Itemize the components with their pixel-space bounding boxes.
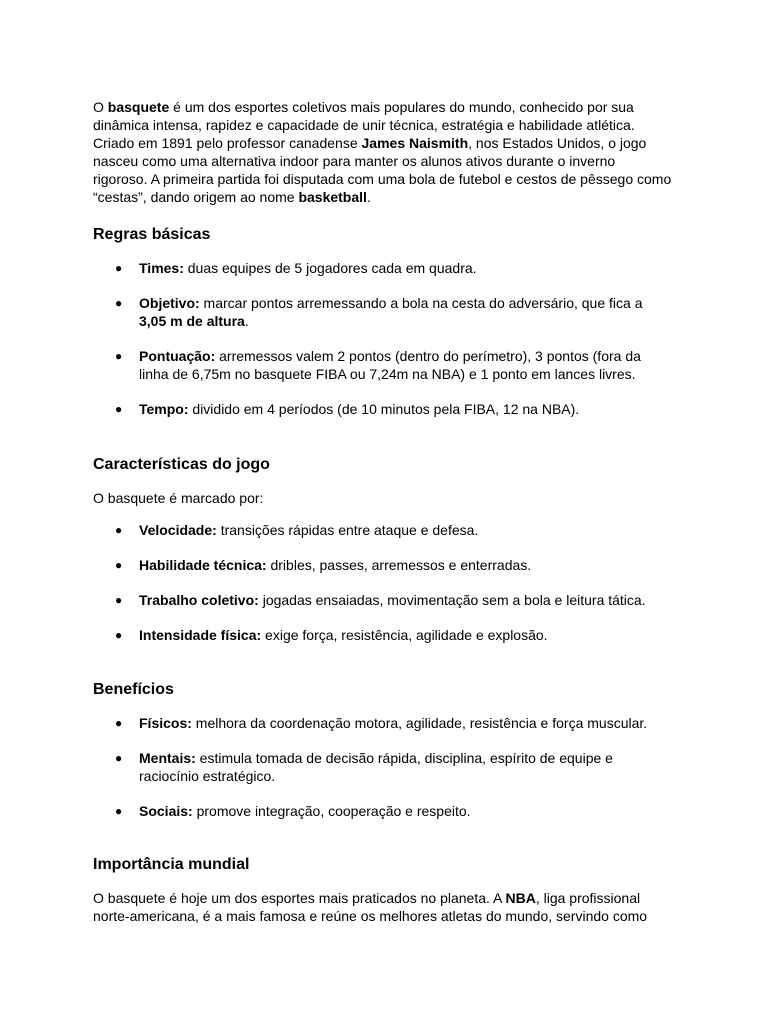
bullet-icon: ●: [115, 804, 123, 818]
item-label: Habilidade técnica:: [139, 557, 267, 573]
importancia-paragraph: [93, 889, 673, 925]
heading-beneficios: Benefícios: [93, 681, 174, 698]
list-regras: [93, 259, 673, 418]
list-item-velocidade: [93, 521, 673, 539]
list-item-sociais: [93, 802, 673, 820]
item-text: promove integração, cooperação e respeito.: [192, 803, 471, 819]
list-item-habilidade: [93, 556, 673, 574]
bullet-icon: ●: [115, 558, 123, 572]
bullet-icon: ●: [115, 751, 123, 765]
list-item-trabalho: [93, 591, 673, 609]
intro-text-1: O: [93, 99, 108, 115]
bullet-icon: ●: [115, 261, 123, 275]
item-text: melhora da coordenação motora, agilidade, resistência e força muscular.: [191, 715, 648, 731]
importancia-bold-nba: NBA: [505, 890, 536, 906]
intro-text-2: é um dos esportes coletivos mais populares do mundo, conhecido por sua dinâmica intensa, rapidez e capacidade de unir técnica, estratégia e habilidade atlética. Criado em 1891 pelo professor canadense: [93, 99, 635, 151]
intro-text-4: .: [366, 189, 371, 205]
item-label: Pontuação:: [139, 348, 216, 364]
list-item-objetivo: [93, 294, 673, 330]
intro-bold-basquete: basquete: [107, 99, 170, 115]
list-beneficios: [93, 714, 673, 820]
bullet-icon: ●: [115, 716, 123, 730]
item-text: exige força, resistência, agilidade e explosão.: [261, 627, 548, 643]
intro-paragraph: [93, 98, 673, 206]
importancia-text-1: O basquete é hoje um dos esportes mais praticados no planeta. A: [93, 890, 506, 906]
heading-regras-basicas: Regras básicas: [93, 226, 211, 243]
list-item-times: [93, 259, 673, 277]
item-label: Intensidade física:: [139, 627, 262, 643]
bullet-icon: ●: [115, 593, 123, 607]
list-item-pontuacao: [93, 347, 673, 383]
bullet-icon: ●: [115, 402, 123, 416]
bullet-icon: ●: [115, 349, 123, 363]
list-item-fisicos: [93, 714, 673, 732]
intro-bold-basketball: basketball: [298, 189, 367, 205]
caracteristicas-intro: O basquete é marcado por:: [93, 490, 264, 506]
list-item-tempo: [93, 400, 673, 418]
bullet-icon: ●: [115, 296, 123, 310]
item-text: dividido em 4 períodos (de 10 minutos pela FIBA, 12 na NBA).: [188, 401, 580, 417]
bullet-icon: ●: [115, 523, 123, 537]
list-item-mentais: [93, 749, 673, 785]
item-label: Objetivo:: [139, 295, 200, 311]
list-item-intensidade: [93, 626, 673, 644]
heading-caracteristicas: Características do jogo: [93, 456, 270, 473]
list-caracteristicas: [93, 521, 673, 644]
item-text: duas equipes de 5 jogadores cada em quadra.: [183, 260, 477, 276]
importancia-text-2: , liga profissional norte-americana, é a mais famosa e reúne os melhores atletas do mundo, servindo como: [93, 890, 648, 924]
item-label: Velocidade:: [139, 522, 217, 538]
bullet-icon: ●: [115, 628, 123, 642]
item-text: jogadas ensaiadas, movimentação sem a bola e leitura tática.: [258, 592, 646, 608]
item-bold-altura: 3,05 m de altura: [139, 313, 245, 329]
item-text: arremessos valem 2 pontos (dentro do perímetro), 3 pontos (fora da linha de 6,75m no basquete FIBA ou 7,24m na NBA) e 1 ponto em lances livres.: [139, 348, 641, 382]
document-page: [93, 98, 673, 925]
intro-text-3: , nos Estados Unidos, o jogo nasceu como uma alternativa indoor para manter os alunos ativos durante o inverno rigoroso. A primeira partida foi disputada com uma bola de futebol e cestos de pêssego como “cestas”, dando origem ao nome: [93, 135, 672, 205]
item-label: Sociais:: [139, 803, 193, 819]
item-text-end: .: [244, 313, 249, 329]
intro-bold-naismith: James Naismith: [361, 135, 469, 151]
item-label: Trabalho coletivo:: [139, 592, 259, 608]
item-label: Times:: [139, 260, 184, 276]
item-label: Físicos:: [139, 715, 192, 731]
heading-importancia-mundial: Importância mundial: [93, 856, 250, 873]
item-text: transições rápidas entre ataque e defesa.: [216, 522, 479, 538]
item-label: Mentais:: [139, 750, 196, 766]
item-label: Tempo:: [139, 401, 189, 417]
item-text: dribles, passes, arremessos e enterradas.: [266, 557, 532, 573]
item-text: estimula tomada de decisão rápida, disciplina, espírito de equipe e raciocínio estratégico.: [139, 750, 613, 784]
item-text: marcar pontos arremessando a bola na cesta do adversário, que fica a: [199, 295, 643, 311]
